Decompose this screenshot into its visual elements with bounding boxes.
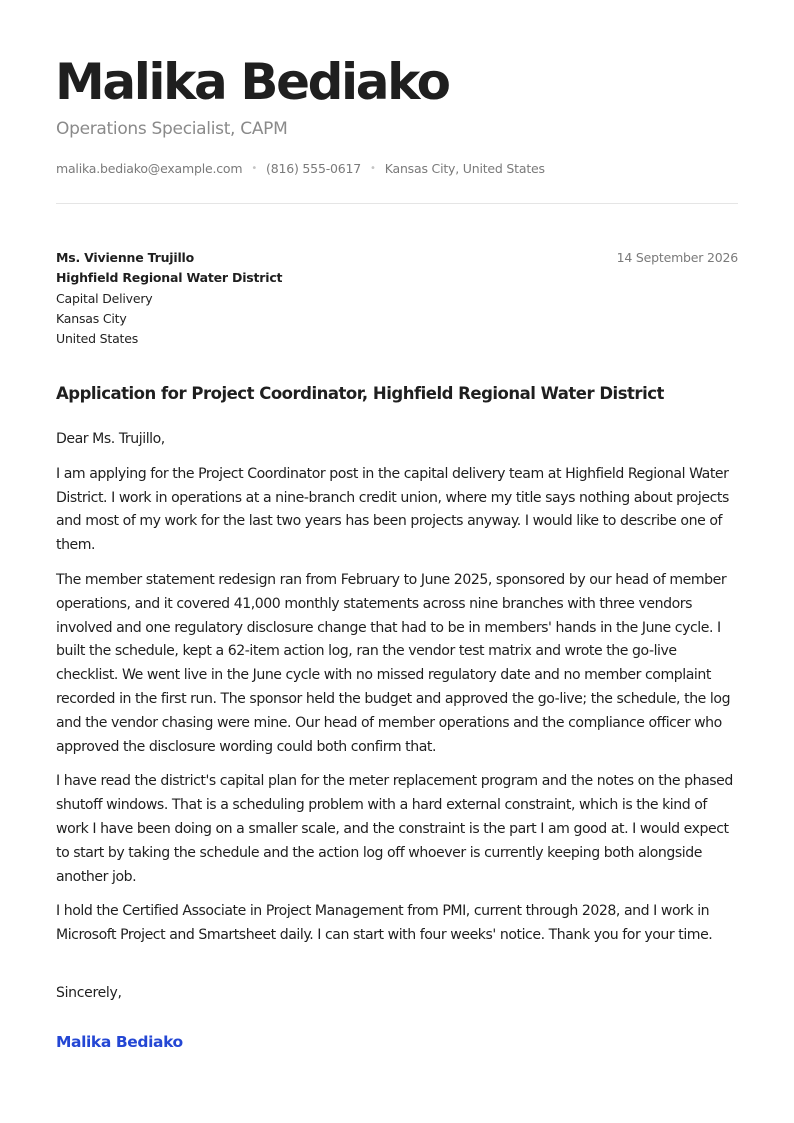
recipient-organization: Highfield Regional Water District: [56, 270, 283, 286]
salutation: Dear Ms. Trujillo,: [56, 431, 165, 447]
recipient-department: Capital Delivery: [56, 290, 153, 306]
closing: Sincerely,: [56, 985, 122, 1001]
letter-date: 14 September 2026: [616, 250, 738, 265]
body-paragraph-2: The member statement redesign ran from February to June 2025, sponsored by our head of member operations, and it covered 41,000 monthly statements across nine branches with three vendors involved and one regulatory disclosure change that had to be in members' hands in the June cycle. I built the schedule, kept a 62-item action log, ran the vendor test matrix and wrote the go-live checklist. We went live in the June cycle with no missed regulatory date and no member complaint recorded in the first run. The sponsor held the budget and approved the go-live; the schedule, the log and the vendor chasing were mine. Our head of member operations and the compliance officer who approved the disclosure wording could both confirm that.: [56, 571, 731, 755]
recipient-block: [56, 248, 282, 349]
body-paragraph-1: I am applying for the Project Coordinator post in the capital delivery team at Highfield Regional Water District. I work in operations at a nine-branch credit union, where my title says nothing about projects and most of my work for the last two years has been projects anyway. I would like to describe one of them.: [56, 465, 729, 554]
contact-phone[interactable]: (816) 555-0617: [266, 161, 362, 176]
contact-separator: •: [251, 163, 258, 174]
signature-name: Malika Bediako: [56, 1033, 183, 1051]
letter-subject: Application for Project Coordinator, Highfield Regional Water District: [56, 384, 664, 403]
body-paragraph-4: I hold the Certified Associate in Project Management from PMI, current through 2028, and I work in Microsoft Project and Smartsheet daily. I can start with four weeks' notice. Thank you for your time.: [56, 903, 713, 944]
contact-email[interactable]: malika.bediako@example.com: [56, 161, 243, 176]
contact-line: [56, 161, 545, 176]
applicant-name: Malika Bediako: [55, 53, 449, 111]
recipient-name: Ms. Vivienne Trujillo: [56, 250, 194, 265]
contact-location: Kansas City, United States: [384, 161, 545, 176]
contact-separator: •: [370, 163, 376, 174]
applicant-title: Operations Specialist, CAPM: [56, 119, 288, 139]
recipient-city: Kansas City: [56, 310, 127, 326]
letter-body: [56, 428, 742, 959]
recipient-country: United States: [56, 331, 139, 347]
body-paragraph-3: I have read the district's capital plan for the meter replacement program and the notes on the phased shutoff windows. That is a scheduling problem with a hard external constraint, which is the kind of work I have been doing on a smaller scale, and the constraint is the part I am good at. I would expect to start by taking the schedule and the action log off whoever is currently keeping both alongside another job.: [56, 773, 733, 885]
header-divider: [56, 203, 738, 204]
